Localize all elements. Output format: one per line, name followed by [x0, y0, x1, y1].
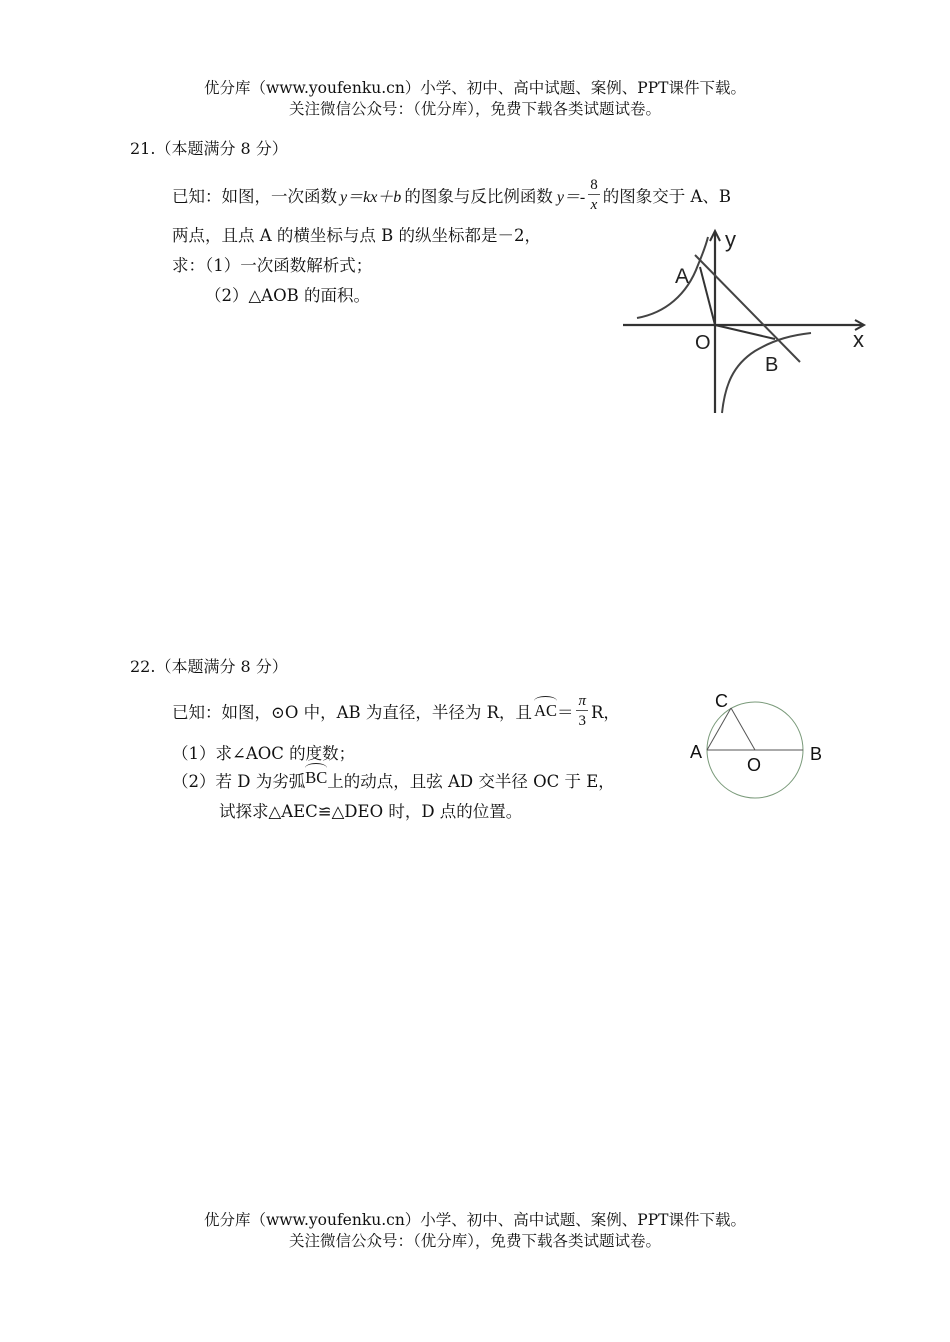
chord-ac [707, 708, 731, 750]
q22-part-2-line-2: 试探求△AEC≌△DEO 时，D 点的位置。 [219, 802, 523, 821]
q22-number: 22.（本题满分 8 分） [130, 657, 288, 676]
q21-intro [172, 172, 731, 218]
point-b-label: B [765, 354, 779, 376]
q21-inverse-fraction [588, 176, 600, 215]
q22-intro-eq: ＝ [556, 703, 574, 722]
q21-linear-func: y＝kx＋b [340, 188, 402, 206]
q22-part-2-prefix: （2）若 D 为劣弧 [172, 772, 306, 791]
q21-intro-mid: 的图象与反比例函数 [404, 187, 553, 206]
q21-intro-suffix: 的图象交于 A、B [602, 187, 732, 206]
q21-number: 21.（本题满分 8 分） [130, 139, 288, 158]
x-axis-label: x [853, 327, 864, 352]
footer-line-2: 关注微信公众号：（优分库），免费下载各类试题试卷。 [288, 1232, 661, 1250]
q22-arc-bc: BC [305, 768, 327, 792]
q22-part-2-suffix: 上的动点，且弦 AD 交半径 OC 于 E， [327, 772, 615, 791]
point-a-label: A [675, 265, 690, 288]
q21-inverse-lhs: y＝- [556, 188, 586, 206]
header-line-2: 关注微信公众号：（优分库），免费下载各类试题试卷。 [288, 100, 661, 118]
q22-arc-ac: AC [534, 701, 557, 720]
q21-graph-figure [615, 225, 875, 420]
point-c-label: C [715, 691, 728, 711]
header-line-1: 优分库（www.youfenku.cn）小学、初中、高中试题、案例、PPT课件下载。 [203, 79, 747, 97]
hyperbola-branch-upper [637, 237, 708, 318]
y-axis-label: y [725, 227, 736, 252]
q22-circle-figure [685, 685, 835, 805]
q22-part-2 [172, 768, 615, 792]
q22-pi-num: π [578, 692, 586, 709]
point-b-label: B [810, 744, 823, 764]
origin-label: O [695, 332, 711, 354]
center-o-label: O [747, 755, 762, 775]
footer-line-1: 优分库（www.youfenku.cn）小学、初中、高中试题、案例、PPT课件下载。 [203, 1211, 747, 1229]
q22-intro-suffix: R， [591, 703, 620, 722]
point-a-label: A [690, 742, 703, 762]
q22-pi-fraction [576, 692, 588, 731]
q21-inverse-den: x [590, 196, 598, 213]
segment-ao [700, 267, 715, 325]
q22-intro-prefix: 已知：如图，⊙O 中，AB 为直径，半径为 R，且 [172, 703, 533, 722]
q21-line-2: 两点，且点 A 的横坐标与点 B 的纵坐标都是－2， [172, 226, 542, 245]
q21-line-3: 求：（1）一次函数解析式； [172, 256, 373, 275]
q22-pi-den: 3 [578, 712, 586, 729]
q22-part-1: （1）求∠AOC 的度数； [172, 744, 356, 763]
q21-line-4: （2）△AOB 的面积。 [205, 286, 370, 305]
q21-inverse-num: 8 [590, 176, 598, 193]
q21-intro-prefix: 已知：如图，一次函数 [172, 187, 337, 206]
radius-oc [731, 708, 755, 750]
q22-intro [172, 688, 620, 734]
